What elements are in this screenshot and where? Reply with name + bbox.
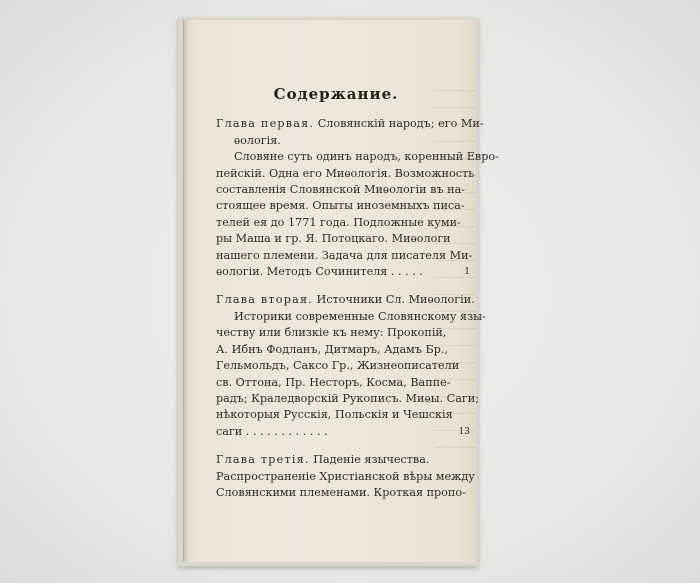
table-of-contents <box>216 85 499 513</box>
chapter-entry-1 <box>216 116 499 280</box>
chapter-description-line: Историки современные Словянскому язы- <box>234 309 486 323</box>
chapter-description-line: Словяне суть одинъ народъ, коренный Евро- <box>234 150 499 164</box>
chapter-description-line: нѣкоторыя Русскія, Польскія и Чешскія <box>216 408 453 422</box>
chapter-description-line: Словянскими племенами. Кроткая пропо- <box>216 485 466 499</box>
chapter-description-line: Распространеніе Христіанской вѣры между <box>216 469 475 483</box>
chapter-description-line: Гельмольдъ, Саксо Гр., Жизнеописатели <box>216 359 460 373</box>
chapter-description-line: стоящее время. Опыты иноземныхъ писа- <box>216 199 465 213</box>
page-number: 13 <box>458 426 470 437</box>
chapter-title: Паденіе язычества. <box>313 453 430 467</box>
chapter-title: Источники Сл. Миѳологіи. <box>316 293 475 307</box>
chapter-entry-2 <box>216 292 486 440</box>
page-title: Содержание. <box>273 85 399 103</box>
chapter-description-line <box>216 264 470 280</box>
chapter-description-line: А. Ибнъ Фодланъ, Дитмаръ, Адамъ Бр., <box>216 342 448 356</box>
chapter-title: Словянскій народъ; его Ми- <box>317 117 484 131</box>
chapter-title-continuation: ѳологія. <box>234 133 281 147</box>
chapter-label: Глава третія. <box>216 453 310 467</box>
chapter-label: Глава первая. <box>216 117 315 131</box>
chapter-description-line: телей ея до 1771 года. Подложные куми- <box>216 215 461 229</box>
chapter-entry-3 <box>216 452 475 501</box>
chapter-description-line: нашего племени. Задача для писателя Ми- <box>216 248 473 262</box>
chapter-title-line <box>216 452 456 468</box>
chapter-label: Глава вторая. <box>216 293 313 307</box>
chapter-description-line: ры Маша и гр. Я. Потоцкаго. Миѳологи <box>216 232 451 246</box>
chapter-title-line <box>216 292 475 308</box>
chapter-description-line: составленія Словянской Миѳологіи въ на- <box>216 183 466 197</box>
chapter-description-line: радъ; Краледворскій Рукописъ. Миѳы. Саги; <box>216 391 479 405</box>
chapter-leader-line: ѳологіи. Методъ Сочинителя . . . . . <box>216 265 423 279</box>
chapter-description-line: пейскій. Одна его Миѳологія. Возможность <box>216 166 475 180</box>
chapter-description-line: честву или близкіе къ нему: Прокопій, <box>216 326 447 340</box>
chapter-description-line: св. Оттона, Пр. Несторъ, Косма, Ваппе- <box>216 375 451 389</box>
chapter-description-line <box>216 424 470 440</box>
chapter-leader-line: саги . . . . . . . . . . . . <box>216 424 328 438</box>
page-gutter-shadow <box>183 20 189 562</box>
page-number: 1 <box>464 267 470 278</box>
chapter-title-line <box>216 116 484 132</box>
